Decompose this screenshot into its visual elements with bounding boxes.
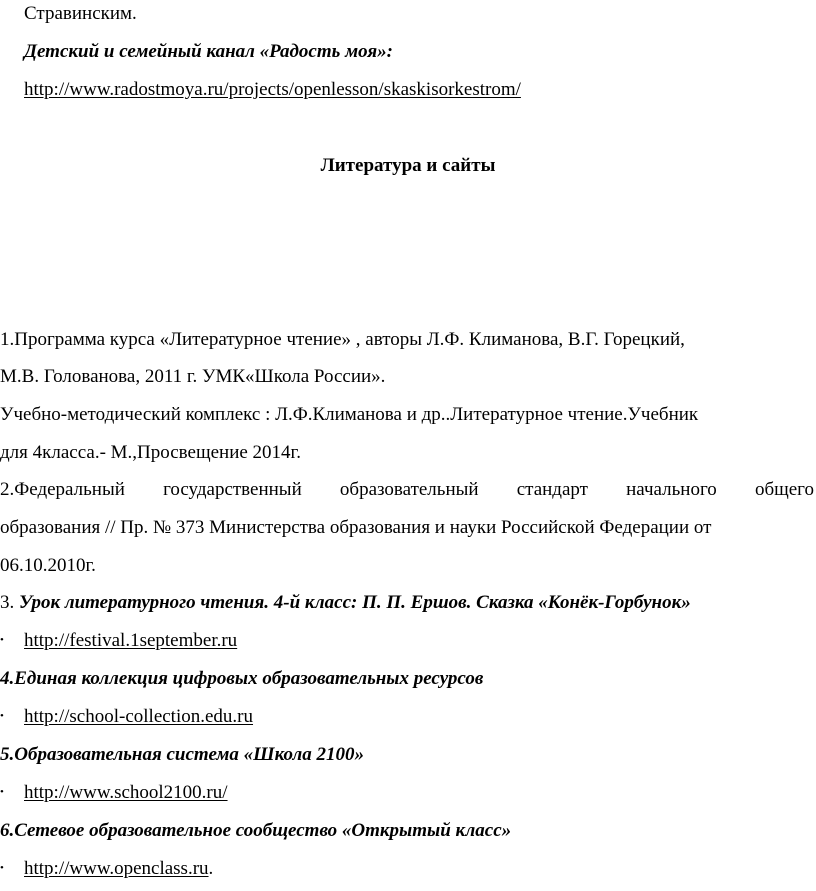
school2100-link[interactable]: http://www.school2100.ru/	[24, 782, 228, 803]
item-6-title: 6.Сетевое образовательное сообщество «Открытый класс»	[0, 820, 512, 841]
openclass-period: .	[208, 858, 214, 879]
item-2-line-1: 2.Федеральный государственный образовательный стандарт начального общего	[0, 479, 814, 500]
section-title: Литература и сайты	[320, 155, 496, 176]
item-3-title: Урок литературного чтения. 4-й класс: П. П. Ершов. Сказка «Конёк-Горбунок»	[19, 592, 691, 613]
channel-title: Детский и семейный канал «Радость моя»:	[24, 41, 393, 62]
item-1-line-1: 1.Программа курса «Литературное чтение» , авторы Л.Ф. Климанова, В.Г. Горецкий,	[0, 329, 685, 350]
school-collection-link[interactable]: http://school-collection.edu.ru	[24, 706, 254, 727]
item-4-title: 4.Единая коллекция цифровых образовательных ресурсов	[0, 668, 484, 689]
item-3-number: 3.	[0, 592, 19, 613]
item-1-line-2: М.В. Голованова, 2011 г. УМК«Школа России».	[0, 366, 386, 387]
bullet-icon: •	[0, 862, 4, 874]
bullet-icon: •	[0, 786, 4, 798]
item-5-title: 5.Образовательная система «Школа 2100»	[0, 744, 364, 765]
channel-link[interactable]: http://www.radostmoya.ru/projects/openlesson/skaskisorkestrom/	[24, 79, 521, 100]
item-3-heading	[0, 593, 691, 612]
bullet-icon: •	[0, 634, 4, 646]
openclass-line	[24, 859, 213, 878]
item-2-line-2: образования // Пр. № 373 Министерства образования и науки Российской Федерации от	[0, 517, 712, 538]
item-2-line-3: 06.10.2010г.	[0, 555, 96, 576]
festival-link[interactable]: http://festival.1september.ru	[24, 630, 238, 651]
openclass-link[interactable]: http://www.openclass.ru	[24, 858, 209, 879]
text-line-stravinsky: Стравинским.	[24, 3, 137, 24]
item-1-line-3: Учебно-методический комплекс : Л.Ф.Климанова и др..Литературное чтение.Учебник	[0, 404, 699, 425]
bullet-icon: •	[0, 710, 4, 722]
item-1-line-4: для 4класса.- М.,Просвещение 2014г.	[0, 442, 301, 463]
